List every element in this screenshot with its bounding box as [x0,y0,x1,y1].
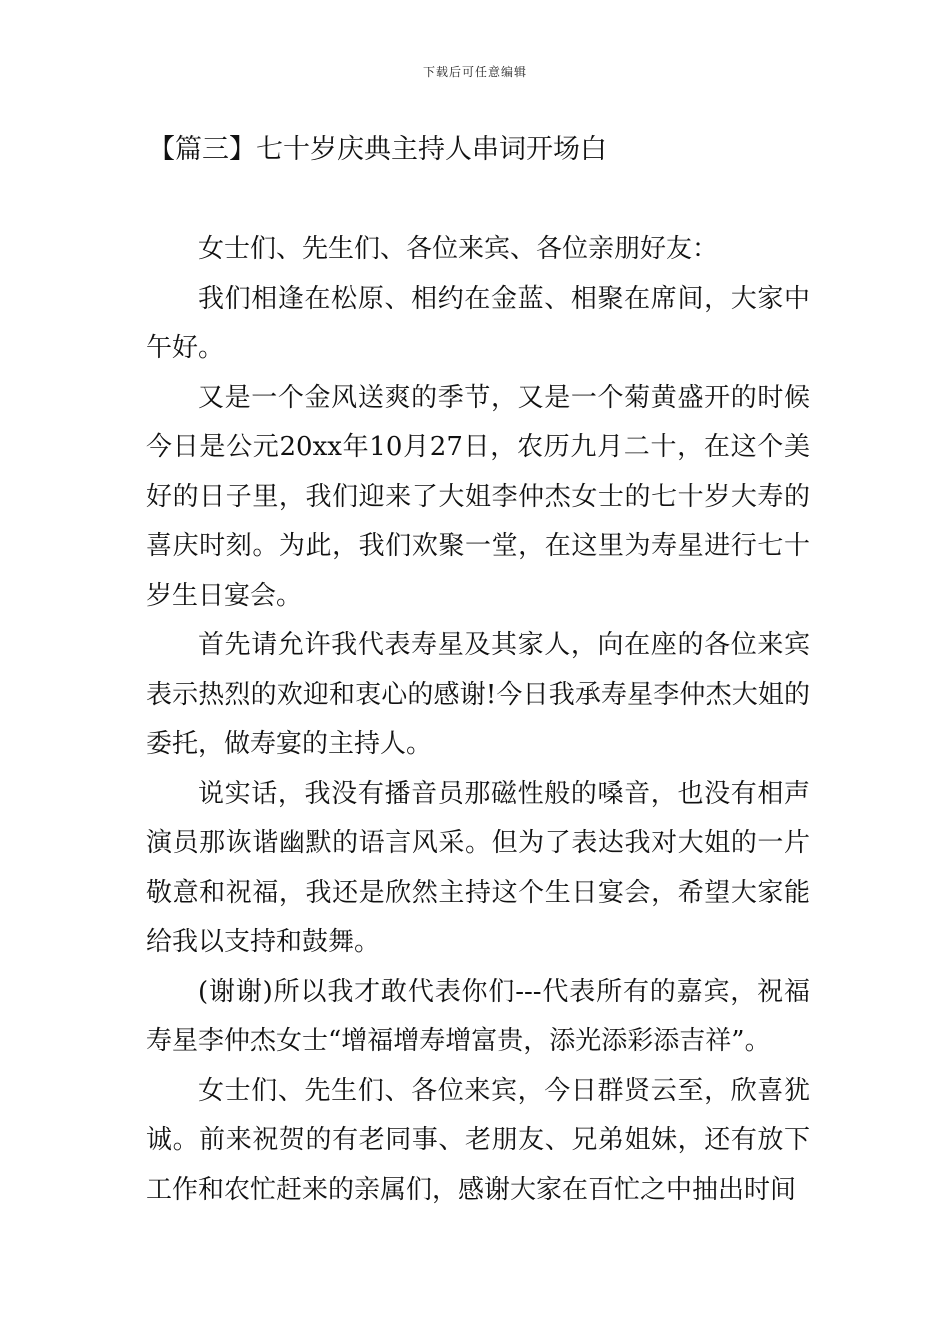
document-body [146,225,810,1215]
paragraph-guests: 女士们、先生们、各位来宾，今日群贤云至，欣喜犹诚。前来祝贺的有老同事、老朋友、兄弟姐妹，还有放下工作和农忙赶来的亲属们，感谢大家在百忙之中抽出时间 [146,1075,810,1205]
paragraph-blessing: (谢谢)所以我才敢代表你们---代表所有的嘉宾，祝福寿星李仲杰女士“增福增寿增富贵，添光添彩添吉祥”。 [146,976,810,1056]
paragraph-host-remarks: 说实话，我没有播音员那磁性般的嗓音，也没有相声演员那诙谐幽默的语言风采。但为了表达我对大姐的一片敬意和祝福，我还是欣然主持这个生日宴会，希望大家能给我以支持和鼓舞。 [146,778,810,957]
paragraph-thanks: 首先请允许我代表寿星及其家人，向在座的各位来宾表示热烈的欢迎和衷心的感谢!今日我承寿星李仲杰大姐的委托，做寿宴的主持人。 [146,630,810,759]
paragraph-welcome: 我们相逢在松原、相约在金蓝、相聚在席间，大家中午好。 [146,283,810,363]
document-title: 【篇三】七十岁庆典主持人串词开场白 [148,134,607,165]
header-note: 下载后可任意编辑 [422,65,527,79]
paragraph-greeting: 女士们、先生们、各位来宾、各位亲朋好友： [198,234,719,264]
paragraph-occasion: 又是一个金风送爽的季节，又是一个菊黄盛开的时候今日是公元20xx年10月27日，农历九月二十，在这个美好的日子里，我们迎来了大姐李仲杰女士的七十岁大寿的喜庆时刻。为此，我们欢聚一堂，在这里为寿星进行七十岁生日宴会。 [146,382,810,611]
